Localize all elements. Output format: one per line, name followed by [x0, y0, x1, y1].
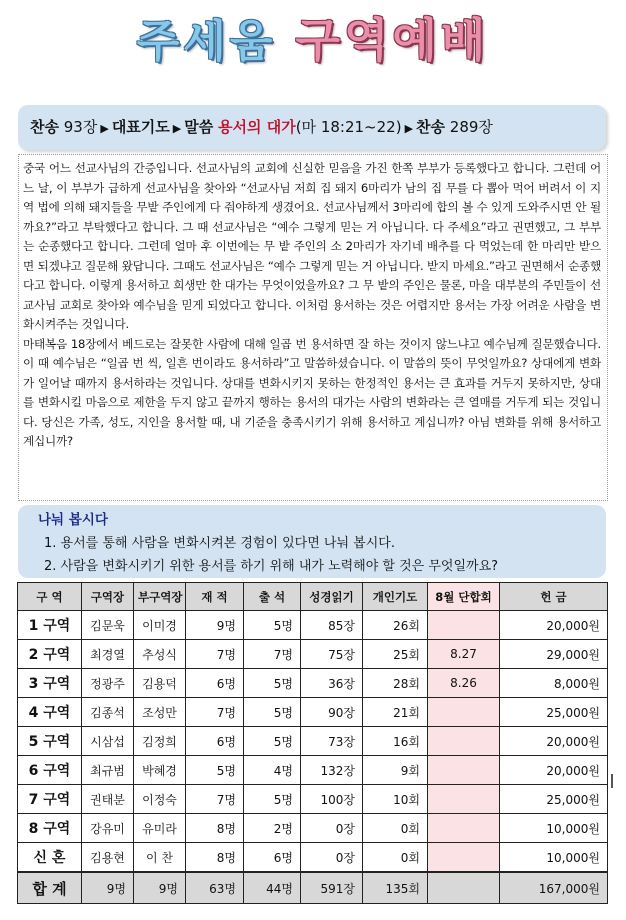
leader-name-cell: 김종석 [82, 698, 134, 727]
sermon-paragraph-1: 중국 어느 선교사님의 간증입니다. 선교사님의 교회에 신실한 믿음을 가진 한쪽 부부가 등록했다고 합니다. 그런데 어느 날, 이 부부가 급하게 선교사님을 찾아와 “선교사님 저희 집 돼지 6마리가 남의 집 무를 다 뽑아 먹어 버려서 이 지역 법에 의해 돼지들을 무밭 주인에게 다 줘야하게 생겼어요. 선교사님께서 3마리에 합의 볼 수 있게 도와주시면 안 될까요?”라고 부탁했다고 합니다. 그 때 선교사님은 “예수 그렇게 믿는 거 아닙니다. 다 주세요”라고 권면했고, 그 부부는 순종했다고 합니다. 그런데 얼마 후 이번에는 무 밭 주인의 소 2마리가 자기네 배추를 다 먹었는데 한 마리만 받으면 되겠냐고 질문해 왔답니다. 그때도 선교사님은 “예수 그렇게 믿는 거 아닙니다. 받지 마세요.”라고 권면해서 순종했다고 합니다. 이렇게 용서하고 희생만 한 대가는 무엇이었을까요? 그 무 밭의 주인은 물론, 마을 대부분의 주민들이 선교사님 교회로 찾아와 예수님을 믿게 되었다고 합니다. 이처럼 용서하는 것은 어렵지만 용서는 가장 어려운 사람을 변화시켜주는 것입니다. [23, 161, 601, 331]
leader-name-cell: 시삼섭 [82, 727, 134, 756]
total-prayer-count-cell: 135회 [363, 872, 428, 904]
bible-reading-count-cell: 0장 [301, 814, 363, 843]
offering-amount-cell: 25,000원 [500, 698, 608, 727]
total-enrolled-count-cell: 63명 [186, 872, 244, 904]
enrolled-count-cell: 9명 [186, 611, 244, 640]
offering-amount-cell: 20,000원 [500, 727, 608, 756]
sermon-paragraph-2: 마태복음 18장에서 베드로는 잘못한 사람에 대해 일곱 번 용서하면 잘 하는 것이지 않느냐고 예수님께 질문했습니다. 이 때 예수님은 “일곱 번 씩, 일흔 번이라도 용서하라”고 말씀하셨습니다. 이 말씀의 뜻이 무엇일까요? 상대에게 변화가 일어날 때까지 용서하라는 것입니다. 상대를 변화시키지 못하는 한정적인 용서는 큰 효과를 거두지 못하지만, 상대를 변화시킬 마음으로 제한을 두지 않고 끝까지 행하는 용서의 대가는 사람의 변화라는 큰 열매를 거두게 되는 것입니다. 당신은 가족, 성도, 지인을 용서할 때, 내 기준을 충족시키기 위해 용서하고 계십니까? 아님 변화를 위해 용서하고 계십니까? [23, 336, 601, 448]
header-sub-leader: 부구역장 [134, 583, 186, 611]
prayer-count-cell: 28회 [363, 669, 428, 698]
margin-mark [611, 774, 613, 788]
hymn2-label: 찬송 [416, 118, 446, 136]
bible-reading-count-cell: 0장 [301, 843, 363, 873]
sermon-title: 용서의 대가 [218, 118, 296, 136]
district-name-cell: 2 구역 [18, 640, 82, 669]
bible-reading-count-cell: 132장 [301, 756, 363, 785]
offering-amount-cell: 10,000원 [500, 843, 608, 873]
table-row [18, 843, 608, 873]
header-prayer: 개인기도 [363, 583, 428, 611]
enrolled-count-cell: 8명 [186, 814, 244, 843]
prayer-count-cell: 0회 [363, 843, 428, 873]
table-row [18, 698, 608, 727]
august-gathering-date-cell: 8.27 [428, 640, 500, 669]
august-gathering-date-cell [428, 843, 500, 873]
attendance-count-cell: 5명 [244, 669, 301, 698]
enrolled-count-cell: 5명 [186, 756, 244, 785]
total-sub-leader-name-cell: 9명 [134, 872, 186, 904]
table-row [18, 727, 608, 756]
table-total-row [18, 872, 608, 904]
offering-amount-cell: 8,000원 [500, 669, 608, 698]
enrolled-count-cell: 7명 [186, 640, 244, 669]
prayer-count-cell: 10회 [363, 785, 428, 814]
hymn1-label: 찬송 [30, 118, 59, 136]
arrow-icon: ▶ [404, 122, 414, 135]
sub-leader-name-cell: 김정희 [134, 727, 186, 756]
enrolled-count-cell: 8명 [186, 843, 244, 873]
attendance-count-cell: 5명 [244, 727, 301, 756]
table-row [18, 611, 608, 640]
prayer-count-cell: 16회 [363, 727, 428, 756]
sub-leader-name-cell: 추성식 [134, 640, 186, 669]
hymn2-number: 289장 [449, 118, 493, 136]
leader-name-cell: 최규범 [82, 756, 134, 785]
discussion-question-2: 2. 사람을 변화시키기 위한 용서를 하기 위해 내가 노력해야 할 것은 무엇일까요? [44, 559, 499, 574]
attendance-count-cell: 6명 [244, 843, 301, 873]
scripture-reference: (마 18:21~22) [295, 118, 402, 136]
title-part2: 구역예배 [295, 13, 490, 67]
attendance-count-cell: 4명 [244, 756, 301, 785]
total-august-gathering-date-cell [428, 872, 500, 904]
total-offering-amount-cell: 167,000원 [500, 872, 608, 904]
bible-reading-count-cell: 73장 [301, 727, 363, 756]
leader-name-cell: 최경열 [82, 640, 134, 669]
total-district-name-cell: 합 계 [18, 872, 82, 904]
district-name-cell: 7 구역 [18, 785, 82, 814]
total-leader-name-cell: 9명 [82, 872, 134, 904]
header-offering: 헌 금 [500, 583, 608, 611]
leader-name-cell: 정광주 [82, 669, 134, 698]
august-gathering-date-cell [428, 756, 500, 785]
page-title [0, 8, 626, 74]
prayer-count-cell: 0회 [363, 814, 428, 843]
enrolled-count-cell: 6명 [186, 727, 244, 756]
bible-reading-count-cell: 100장 [301, 785, 363, 814]
august-gathering-date-cell [428, 727, 500, 756]
prayer-count-cell: 26회 [363, 611, 428, 640]
header-leader: 구역장 [82, 583, 134, 611]
total-attendance-count-cell: 44명 [244, 872, 301, 904]
table-row [18, 814, 608, 843]
header-enrolled: 재 적 [186, 583, 244, 611]
bible-reading-count-cell: 75장 [301, 640, 363, 669]
table-row [18, 640, 608, 669]
bible-reading-count-cell: 90장 [301, 698, 363, 727]
worship-order-bar [18, 105, 606, 150]
district-name-cell: 5 구역 [18, 727, 82, 756]
august-gathering-date-cell [428, 785, 500, 814]
bible-reading-count-cell: 36장 [301, 669, 363, 698]
total-bible-reading-count-cell: 591장 [301, 872, 363, 904]
header-district: 구 역 [18, 583, 82, 611]
arrow-icon: ▶ [100, 122, 109, 135]
prayer-label: 대표기도 [111, 118, 170, 136]
sermon-text-box [18, 154, 608, 501]
sub-leader-name-cell: 이 찬 [134, 843, 186, 873]
district-name-cell: 4 구역 [18, 698, 82, 727]
sub-leader-name-cell: 이정숙 [134, 785, 186, 814]
august-gathering-date-cell [428, 698, 500, 727]
offering-amount-cell: 20,000원 [500, 611, 608, 640]
table-header-row [18, 583, 608, 611]
table-row [18, 669, 608, 698]
august-gathering-date-cell [428, 814, 500, 843]
august-gathering-date-cell [428, 611, 500, 640]
prayer-count-cell: 25회 [363, 640, 428, 669]
arrow-icon: ▶ [172, 122, 182, 135]
enrolled-count-cell: 7명 [186, 698, 244, 727]
attendance-count-cell: 5명 [244, 698, 301, 727]
sub-leader-name-cell: 김용덕 [134, 669, 186, 698]
discussion-question-1: 1. 용서를 통해 사람을 변화시켜본 경험이 있다면 나눠 봅시다. [44, 536, 395, 551]
district-name-cell: 6 구역 [18, 756, 82, 785]
enrolled-count-cell: 7명 [186, 785, 244, 814]
hymn1-number: 93장 [63, 118, 98, 136]
table-row [18, 785, 608, 814]
august-gathering-date-cell: 8.26 [428, 669, 500, 698]
header-august-gathering: 8월 단합회 [428, 583, 500, 611]
leader-name-cell: 김문욱 [82, 611, 134, 640]
attendance-count-cell: 5명 [244, 611, 301, 640]
attendance-count-cell: 7명 [244, 640, 301, 669]
discussion-box [18, 505, 606, 578]
prayer-count-cell: 21회 [363, 698, 428, 727]
bible-reading-count-cell: 85장 [301, 611, 363, 640]
offering-amount-cell: 10,000원 [500, 814, 608, 843]
leader-name-cell: 강유미 [82, 814, 134, 843]
header-bible-reading: 성경읽기 [301, 583, 363, 611]
enrolled-count-cell: 6명 [186, 669, 244, 698]
district-name-cell: 1 구역 [18, 611, 82, 640]
sub-leader-name-cell: 박혜경 [134, 756, 186, 785]
attendance-count-cell: 5명 [244, 785, 301, 814]
attendance-count-cell: 2명 [244, 814, 301, 843]
leader-name-cell: 권태분 [82, 785, 134, 814]
prayer-count-cell: 9회 [363, 756, 428, 785]
attendance-table [17, 582, 608, 904]
leader-name-cell: 김용현 [82, 843, 134, 873]
offering-amount-cell: 29,000원 [500, 640, 608, 669]
district-name-cell: 신 혼 [18, 843, 82, 873]
sub-leader-name-cell: 조성만 [134, 698, 186, 727]
table-row [18, 756, 608, 785]
district-name-cell: 8 구역 [18, 814, 82, 843]
offering-amount-cell: 20,000원 [500, 756, 608, 785]
word-label: 말씀 [184, 118, 214, 136]
title-part1: 주세움 [136, 16, 277, 67]
discussion-heading: 나눠 봅시다 [38, 512, 108, 528]
sub-leader-name-cell: 이미경 [134, 611, 186, 640]
header-attendance: 출 석 [244, 583, 301, 611]
offering-amount-cell: 25,000원 [500, 785, 608, 814]
sub-leader-name-cell: 유미라 [134, 814, 186, 843]
district-name-cell: 3 구역 [18, 669, 82, 698]
